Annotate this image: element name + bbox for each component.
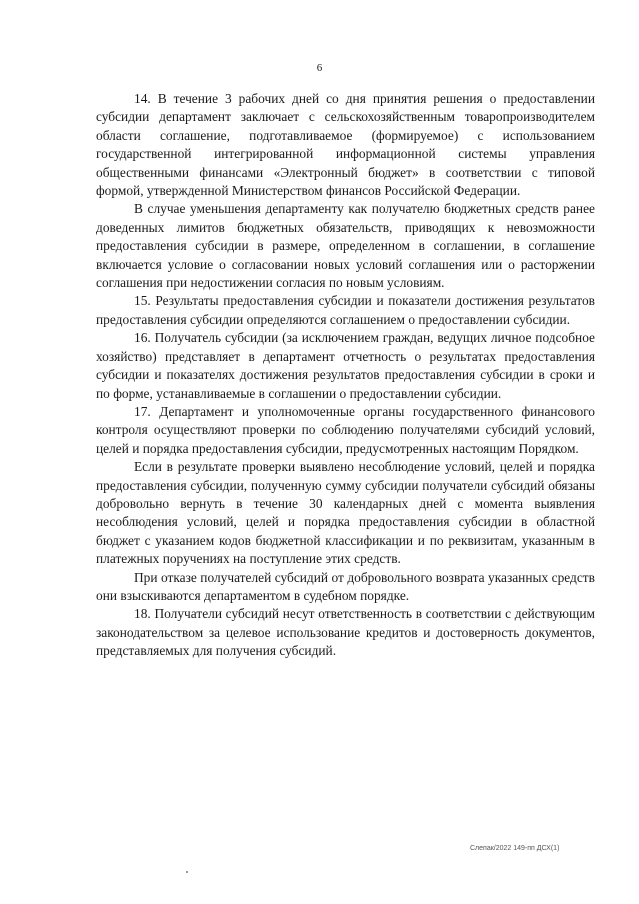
paragraph-17-violation-clause: Если в результате проверки выявлено несоблюдение условий, целей и порядка предоставления субсидии, полученную сумму субсидии получатели субсидий обязаны добровольно вернуть в течение 30 календарных дней с момента выявления несоблюдения условий, целей и порядка предоставления субсидии в областной бюджет с указанием кодов бюджетной классификации и по реквизитам, указанным в платежных поручениях на поступление этих средств. (96, 459, 595, 567)
paragraph-18: 18. Получатели субсидий несут ответственность в соответствии с действующим законодательством за целевое использование кредитов и достоверность документов, представляемых для получения субсидий. (96, 606, 595, 659)
footer-document-code: Слепак/2022 149-пп ДСХ(1) (470, 845, 560, 852)
paragraph-14: 14. В течение 3 рабочих дней со дня принятия решения о предоставлении субсидии департамент заключает с сельскохозяйственным товаропроизводителем области соглашение, подготавливаемое (формируемое) с использованием государственной интегрированной информационной системы управления общественными финансами «Электронный бюджет» в соответствии с типовой формой, утвержденной Министерством финансов Российской Федерации. (96, 91, 595, 199)
paragraph-17: 17. Департамент и уполномоченные органы государственного финансового контроля осуществляют проверки по соблюдению получателями субсидий условий, целей и порядка предоставления субсидии, предусмотренных настоящим Порядком. (96, 403, 595, 456)
paragraph-17-refusal-clause: При отказе получателей субсидий от добровольного возврата указанных средств они взыскиваются департаментом в судебном порядке. (96, 569, 595, 603)
document-body (96, 90, 595, 661)
paragraph-14-reduction-clause: В случае уменьшения департаменту как получателю бюджетных средств ранее доведенных лимитов бюджетных обязательств, приводящих к невозможности предоставления субсидии в размере, определенном в соглашении, в соглашение включается условие о согласовании новых условий соглашения или о расторжении соглашения при недостижении согласия по новым условиям. (96, 201, 595, 291)
paragraph-15: 15. Результаты предоставления субсидии и показатели достижения результатов предоставления субсидии определяются соглашением о предоставлении субсидии. (96, 293, 595, 327)
paragraph-16: 16. Получатель субсидии (за исключением граждан, ведущих личное подсобное хозяйство) представляет в департамент отчетность о результатах предоставления субсидии и показателях достижения результатов предоставления субсидии в сроки и по форме, устанавливаемые в соглашении о предоставлении субсидии. (96, 330, 595, 401)
page-number: 6 (316, 62, 323, 74)
scan-speck (186, 871, 188, 873)
